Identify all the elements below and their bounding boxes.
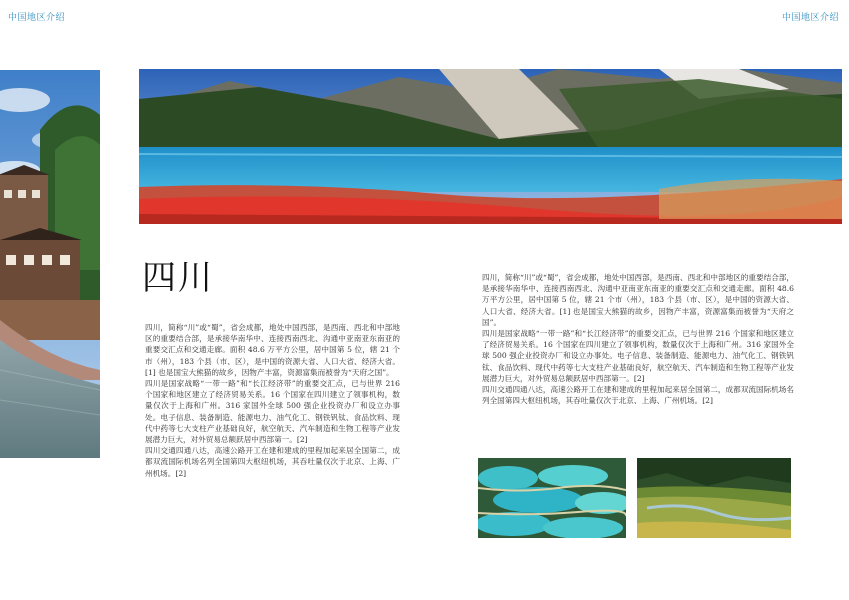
photo-terraced-pools	[478, 458, 626, 538]
body-text-left-column	[145, 322, 400, 479]
body-text-right-column	[482, 272, 794, 406]
paragraph: 四川交通四通八达，高速公路开工在建和建成的里程加起来居全国第二，成都双流国际机场名列全国第四大枢纽机场，其吞吐量仅次于北京、上海、广州机场。[2]	[482, 385, 794, 406]
header-label-right: 中国地区介绍	[781, 13, 839, 23]
photo-riverside-town	[0, 70, 100, 458]
photo-valley-meadow	[637, 458, 791, 538]
page-title: 四川	[142, 258, 214, 298]
photo-mountain-lake	[139, 69, 842, 224]
paragraph: 四川是国家战略“一带一路”和“长江经济带”的重要交汇点，已与世界 216 个国家和地区建立了经济贸易关系。16 个国家在四川建立了领事机构，数量仅次于上海和广州。316 家国外全球 500 强企业投资办厂和设立办事处。电子信息、装备制造、能源电力、油气化工、钢铁钒钛、食品饮料、现代中药等七大支柱产业基础良好，航空航天、汽车制造和生物工程等产业发展潜力巨大，对外贸易总额跃居中西部第一。[2]	[145, 379, 400, 445]
header-label-left: 中国地区介绍	[8, 13, 66, 23]
paragraph: 四川，简称“川”或“蜀”，省会成都，地处中国西部，是西南、西北和中部地区的重要结合部，是承接华南华中、连接西南西北、沟通中亚南亚东南亚的重要交汇点和交通走廊。面积 48.6 万平方公里，居中国第 5 位，辖 21 个市（州），183 个县（市、区），是中国的资源大省、人口大省、经济大省。[1] 也是国宝大熊猫的故乡，因物产丰富，资源富集而被誉为“天府之国”。	[145, 323, 400, 377]
paragraph: 四川交通四通八达，高速公路开工在建和建成的里程加起来居全国第二，成都双流国际机场名列全国第四大枢纽机场，其吞吐量仅次于北京、上海、广州机场。[2]	[145, 446, 400, 478]
paragraph: 四川，简称“川”或“蜀”，省会成都，地处中国西部，是西南、西北和中部地区的重要结合部，是承接华南华中、连接西南西北、沟通中亚南亚东南亚的重要交汇点和交通走廊。面积 48.6 万平方公里，居中国第 5 位，辖 21 个市（州），183 个县（市、区），是中国的资源大省、人口大省、经济大省。[1] 也是国宝大熊猫的故乡，因物产丰富，资源富集而被誉为“天府之国”。	[482, 273, 794, 327]
paragraph: 四川是国家战略“一带一路”和“长江经济带”的重要交汇点，已与世界 216 个国家和地区建立了经济贸易关系。16 个国家在四川建立了领事机构，数量仅次于上海和广州。316 家国外全球 500 强企业投资办厂和设立办事处。电子信息、装备制造、能源电力、油气化工、钢铁钒钛、食品饮料、现代中药等七大支柱产业基础良好，航空航天、汽车制造和生物工程等产业发展潜力巨大，对外贸易总额跃居中西部第一。[2]	[482, 329, 794, 383]
